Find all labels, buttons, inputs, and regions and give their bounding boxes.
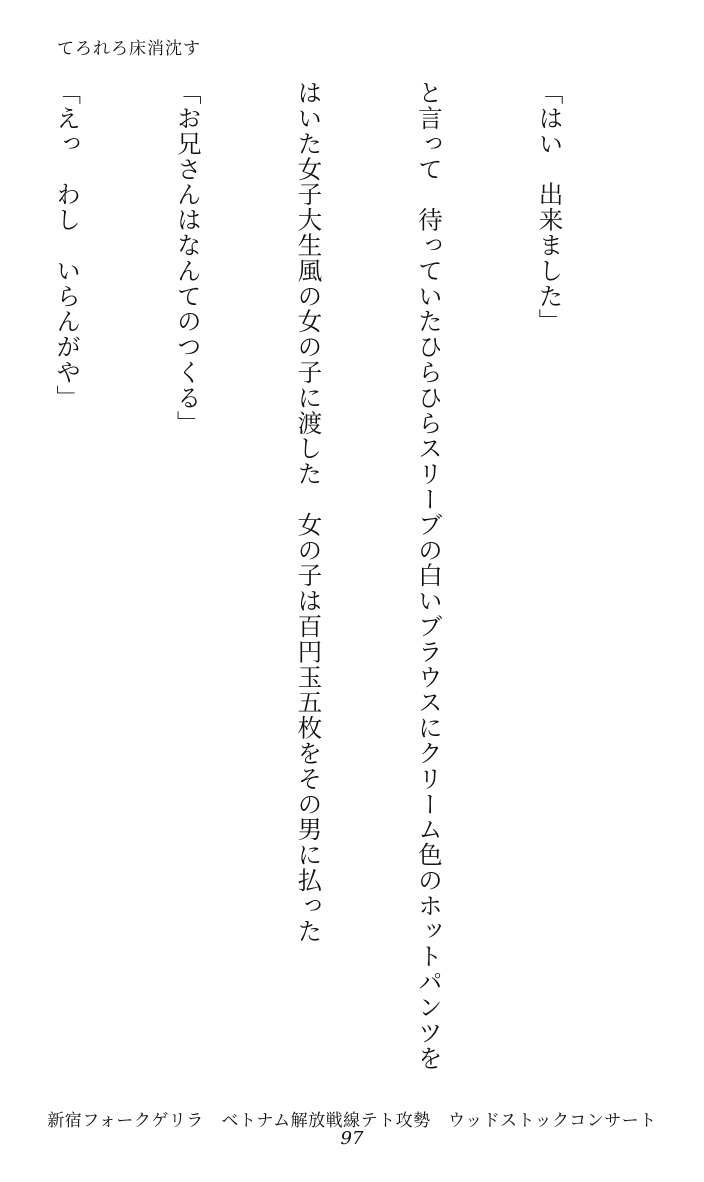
text-line: 「えっ わし いらんがや」: [53, 80, 83, 411]
footer-running-title: 新宿フォークゲリラ ベトナム解放戦線テト攻勢 ウッドストックコンサート: [47, 1111, 657, 1131]
page-number: 97: [340, 1128, 364, 1149]
text-line: 「はい 出来ました」: [535, 80, 565, 334]
text-line: と言って 待っていたひらひらスリーブの白いブラウスにクリーム色のホットパンツを: [414, 80, 444, 1071]
vertical-body-text: [50, 80, 650, 1085]
text-line: はいた女子大生風の女の子に渡した 女の子は百円玉五枚をその男に払った: [294, 80, 324, 944]
page-header-title: てろれろ床消沈す: [57, 39, 201, 59]
text-line: 「お兄さんはなんてのつくる」: [173, 80, 203, 436]
